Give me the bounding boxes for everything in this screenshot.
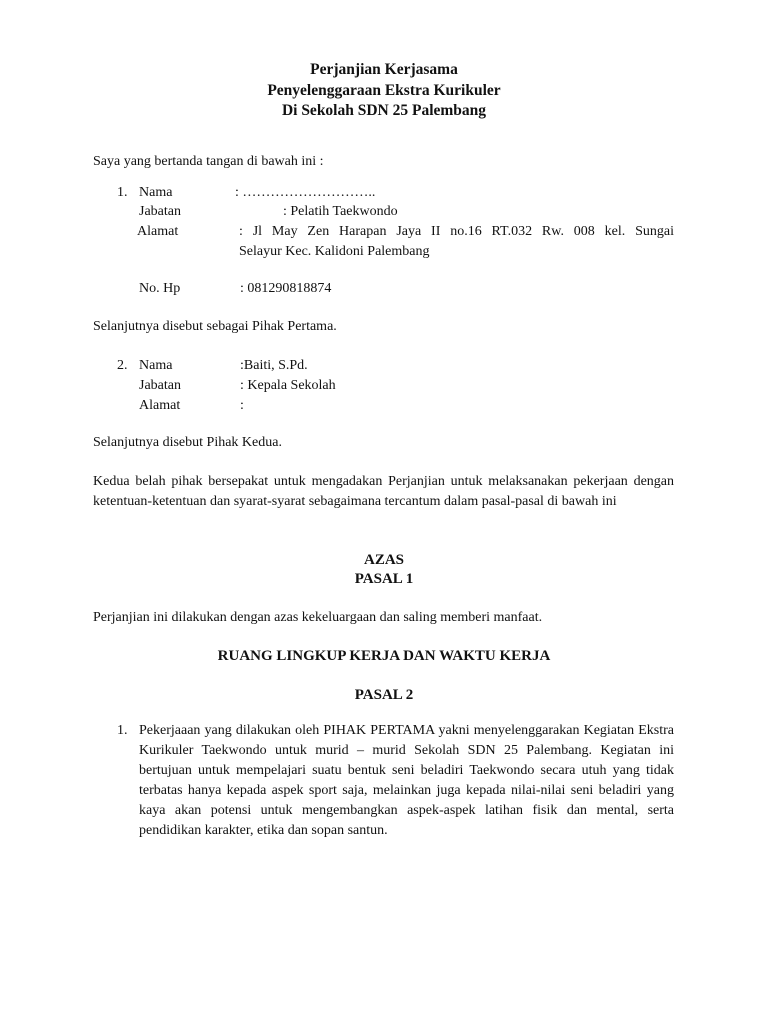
party1-nama-label: Nama bbox=[139, 185, 173, 200]
party2-nama-label: Nama bbox=[139, 358, 173, 373]
party2-jabatan-label: Jabatan bbox=[139, 378, 181, 393]
section1-pasal: PASAL 1 bbox=[354, 571, 414, 587]
party1-note: Selanjutnya disebut sebagai Pihak Pertama. bbox=[93, 319, 337, 334]
party1-alamat-value-line1: : Jl May Zen Harapan Jaya II no.16 RT.032 Rw. 008 kel. Sungai bbox=[239, 224, 674, 239]
section2-item-number: 1. bbox=[117, 723, 128, 738]
section1-heading: AZAS bbox=[363, 552, 404, 568]
party1-alamat-label: Alamat bbox=[137, 224, 179, 239]
agreement-paragraph: Kedua belah pihak bersepakat untuk mengadakan Perjanjian untuk melaksanakan pekerjaan dengan ketentuan-ketentuan dan syarat-syarat sebagaimana tercantum dalam pasal-pasal di bawah ini bbox=[93, 474, 674, 509]
party1-hp-value: : 081290818874 bbox=[240, 281, 332, 296]
party1-alamat-value-line2: Selayur Kec. Kalidoni Palembang bbox=[239, 244, 430, 259]
party1-number: 1. bbox=[117, 185, 128, 200]
party1-nama-value: : ……………………….. bbox=[235, 185, 376, 200]
party2-number: 2. bbox=[117, 358, 128, 373]
party2-jabatan-value: : Kepala Sekolah bbox=[240, 378, 336, 393]
section1-text: Perjanjian ini dilakukan dengan azas kekeluargaan dan saling memberi manfaat. bbox=[93, 610, 543, 625]
party1-jabatan-label: Jabatan bbox=[139, 204, 181, 219]
party2-nama-value: :Baiti, S.Pd. bbox=[240, 358, 308, 373]
section2-pasal: PASAL 2 bbox=[354, 687, 414, 703]
party1-hp-label: No. Hp bbox=[139, 281, 181, 296]
intro-text: Saya yang bertanda tangan di bawah ini : bbox=[93, 154, 324, 169]
title-line-1: Perjanjian Kerjasama bbox=[310, 61, 458, 78]
section2-heading: RUANG LINGKUP KERJA DAN WAKTU KERJA bbox=[217, 648, 551, 664]
party1-jabatan-value: : Pelatih Taekwondo bbox=[283, 204, 398, 219]
party2-note: Selanjutnya disebut Pihak Kedua. bbox=[93, 435, 282, 450]
party2-alamat-value: : bbox=[240, 398, 244, 413]
party2-alamat-label: Alamat bbox=[139, 398, 181, 413]
title-line-3: Di Sekolah SDN 25 Palembang bbox=[281, 102, 487, 119]
section2-item-text: Pekerjaaan yang dilakukan oleh PIHAK PERTAMA yakni menyelenggarakan Kegiatan Ekstra Kurikuler Taekwondo untuk murid – murid Sekolah SDN 25 Palembang. Kegiatan ini bertujuan untuk mempelajari suatu bentuk seni beladiri Taekwondo secara utuh yang tidak terbatas hanya kepada aspek sport saja, melainkan juga kepada nilai-nilai seni beladiri yang kaya akan potensi untuk mengembangkan aspek-aspek latihan fisik dan mental, serta pendidikan karakter, etika dan sopan santun. bbox=[139, 723, 674, 838]
title-line-2: Penyelenggaraan Ekstra Kurikuler bbox=[267, 82, 501, 99]
